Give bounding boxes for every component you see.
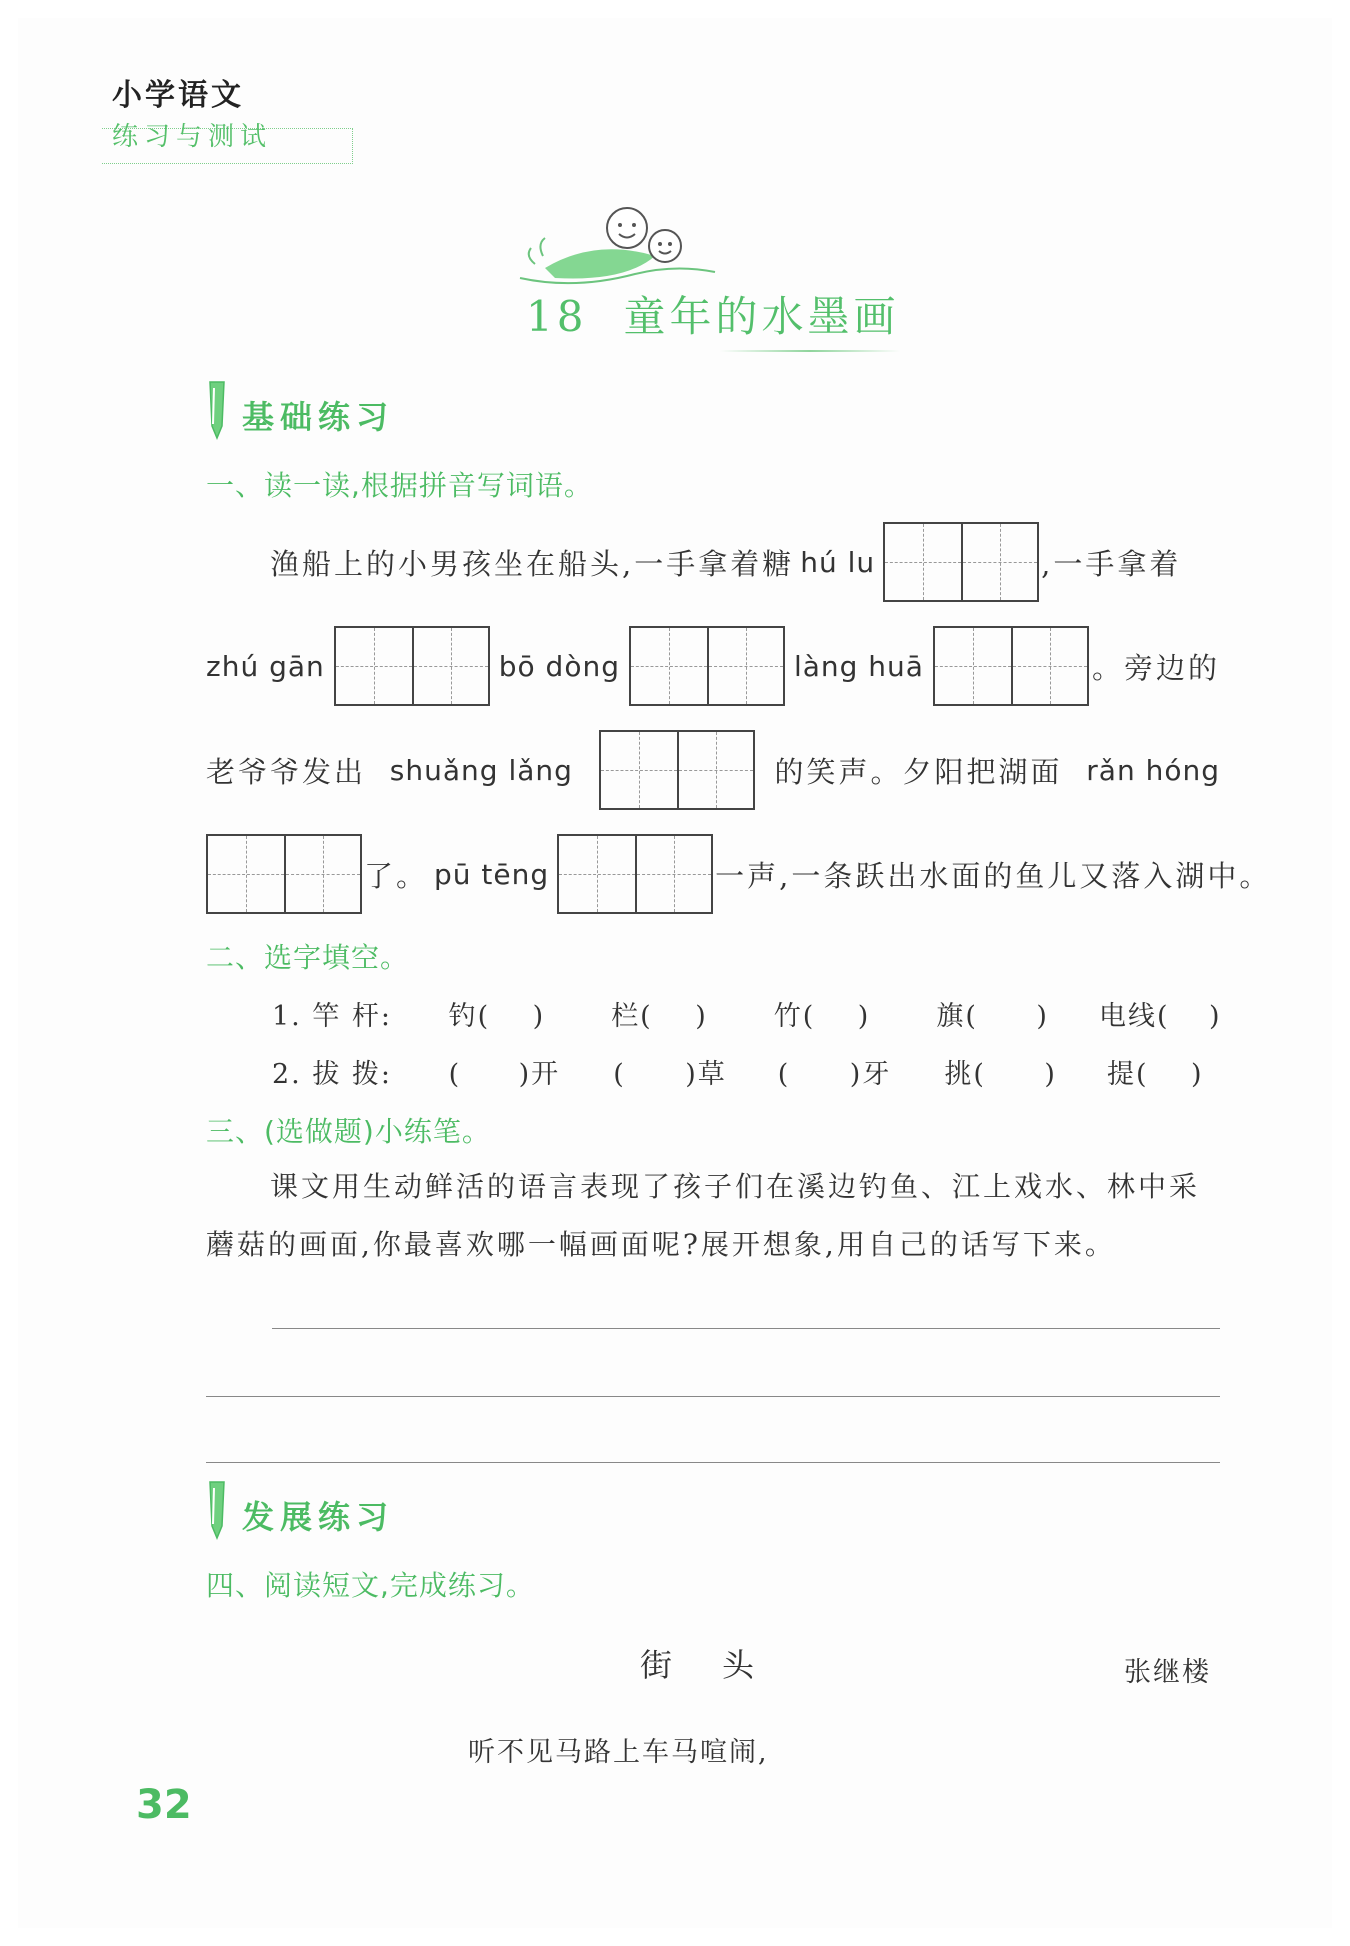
pencil-icon <box>204 378 230 440</box>
q2-item: 旗( <box>936 1001 978 1032</box>
pinyin-zhugan: zhú gān <box>206 649 325 683</box>
q2-item: )牙 <box>849 1059 892 1090</box>
lesson-name: 童年的水墨画 <box>623 292 900 341</box>
series-title: 小学语文 <box>112 78 244 113</box>
q2-blank[interactable]: ( <box>448 1059 462 1090</box>
q2-blank[interactable]: ) <box>532 1001 546 1032</box>
pinyin-hulu: hú lu <box>800 545 876 579</box>
q2-row-2 <box>272 1052 1221 1091</box>
q2-blank[interactable]: ) <box>1190 1059 1204 1090</box>
answer-box-ranhong[interactable] <box>206 834 362 914</box>
q1-text: 。旁边的 <box>1091 650 1220 685</box>
q2-blank[interactable]: ( <box>613 1059 626 1090</box>
writing-line[interactable] <box>272 1328 1220 1329</box>
q1-text: 一声,一条跃出水面的鱼儿又落入湖中。 <box>715 858 1272 893</box>
lesson-number: 18 <box>526 292 588 341</box>
q2-row-label: 2. 拔 拨: <box>272 1059 393 1090</box>
q1-line-3 <box>206 730 1220 810</box>
children-mascot-icon <box>515 198 725 294</box>
q1-text: 老爷爷发出 <box>206 754 367 789</box>
title-underline <box>720 350 900 352</box>
q2-blank[interactable]: ) <box>695 1001 708 1032</box>
q1-line-1 <box>206 522 1220 602</box>
q1-text: 的笑声。夕阳把湖面 <box>774 754 1063 789</box>
pinyin-bodong: bō dòng <box>498 649 620 683</box>
section-basic-practice: 基础练习 <box>242 398 395 436</box>
q3-heading: 三、(选做题)小练笔。 <box>206 1115 491 1148</box>
q2-item: )草 <box>685 1059 727 1090</box>
lesson-title <box>526 284 899 344</box>
answer-box-hulu[interactable] <box>883 522 1039 602</box>
section-development-practice: 发展练习 <box>242 1498 395 1536</box>
q2-blank[interactable]: ) <box>857 1001 871 1032</box>
q2-blank[interactable]: ) <box>1208 1001 1222 1032</box>
page-number: 32 <box>136 1782 192 1828</box>
q3-prompt: 课文用生动鲜活的语言表现了孩子们在溪边钓鱼、江上戏水、林中采蘑菇的画面,你最喜欢哪一幅画面呢?展开想象,用自己的话写下来。 <box>206 1170 1201 1261</box>
q4-heading: 四、阅读短文,完成练习。 <box>206 1569 535 1602</box>
pinyin-shuanglang: shuǎng lǎng <box>389 753 573 787</box>
pinyin-puteng: pū tēng <box>434 857 550 891</box>
answer-box-zhugan[interactable] <box>334 626 490 706</box>
q1-text: ,一手拿着 <box>1041 546 1182 581</box>
answer-box-shuanglang[interactable] <box>599 730 755 810</box>
q1-line-4 <box>206 834 1272 914</box>
q2-item: 栏( <box>611 1001 653 1032</box>
q2-item: 电线( <box>1098 1001 1170 1032</box>
series-subtitle: 练习与测试 <box>112 122 273 152</box>
writing-line[interactable] <box>206 1462 1220 1463</box>
q2-row-1 <box>272 994 1239 1033</box>
answer-box-langhua[interactable] <box>933 626 1089 706</box>
q1-text: 了。 <box>364 858 429 893</box>
pencil-icon <box>204 1478 230 1540</box>
q1-heading: 一、读一读,根据拼音写词语。 <box>206 469 593 502</box>
poem-title: 街头 <box>640 1646 805 1684</box>
answer-box-puteng[interactable] <box>557 834 713 914</box>
q2-row-label: 1. 竿 杆: <box>272 1001 393 1032</box>
q2-item: )开 <box>518 1059 561 1090</box>
q2-blank[interactable]: ) <box>1044 1059 1057 1090</box>
q1-line-2 <box>206 626 1220 706</box>
q1-text: 渔船上的小男孩坐在船头,一手拿着糖 <box>270 546 795 581</box>
pinyin-ranhong: rǎn hóng <box>1086 753 1220 787</box>
q2-item: 竹( <box>773 1001 816 1032</box>
writing-line[interactable] <box>206 1396 1220 1397</box>
q2-blank[interactable]: ) <box>1036 1001 1049 1032</box>
q2-item: 挑( <box>944 1059 986 1090</box>
q2-item: 钓( <box>448 1001 491 1032</box>
q2-heading: 二、选字填空。 <box>206 941 410 974</box>
poem-author: 张继楼 <box>1124 1657 1211 1688</box>
pinyin-langhua: làng huā <box>793 649 924 683</box>
q2-blank[interactable]: ( <box>777 1059 791 1090</box>
poem-line: 听不见马路上车马喧闹, <box>468 1737 769 1768</box>
q2-item: 提( <box>1106 1059 1149 1090</box>
answer-box-bodong[interactable] <box>629 626 785 706</box>
